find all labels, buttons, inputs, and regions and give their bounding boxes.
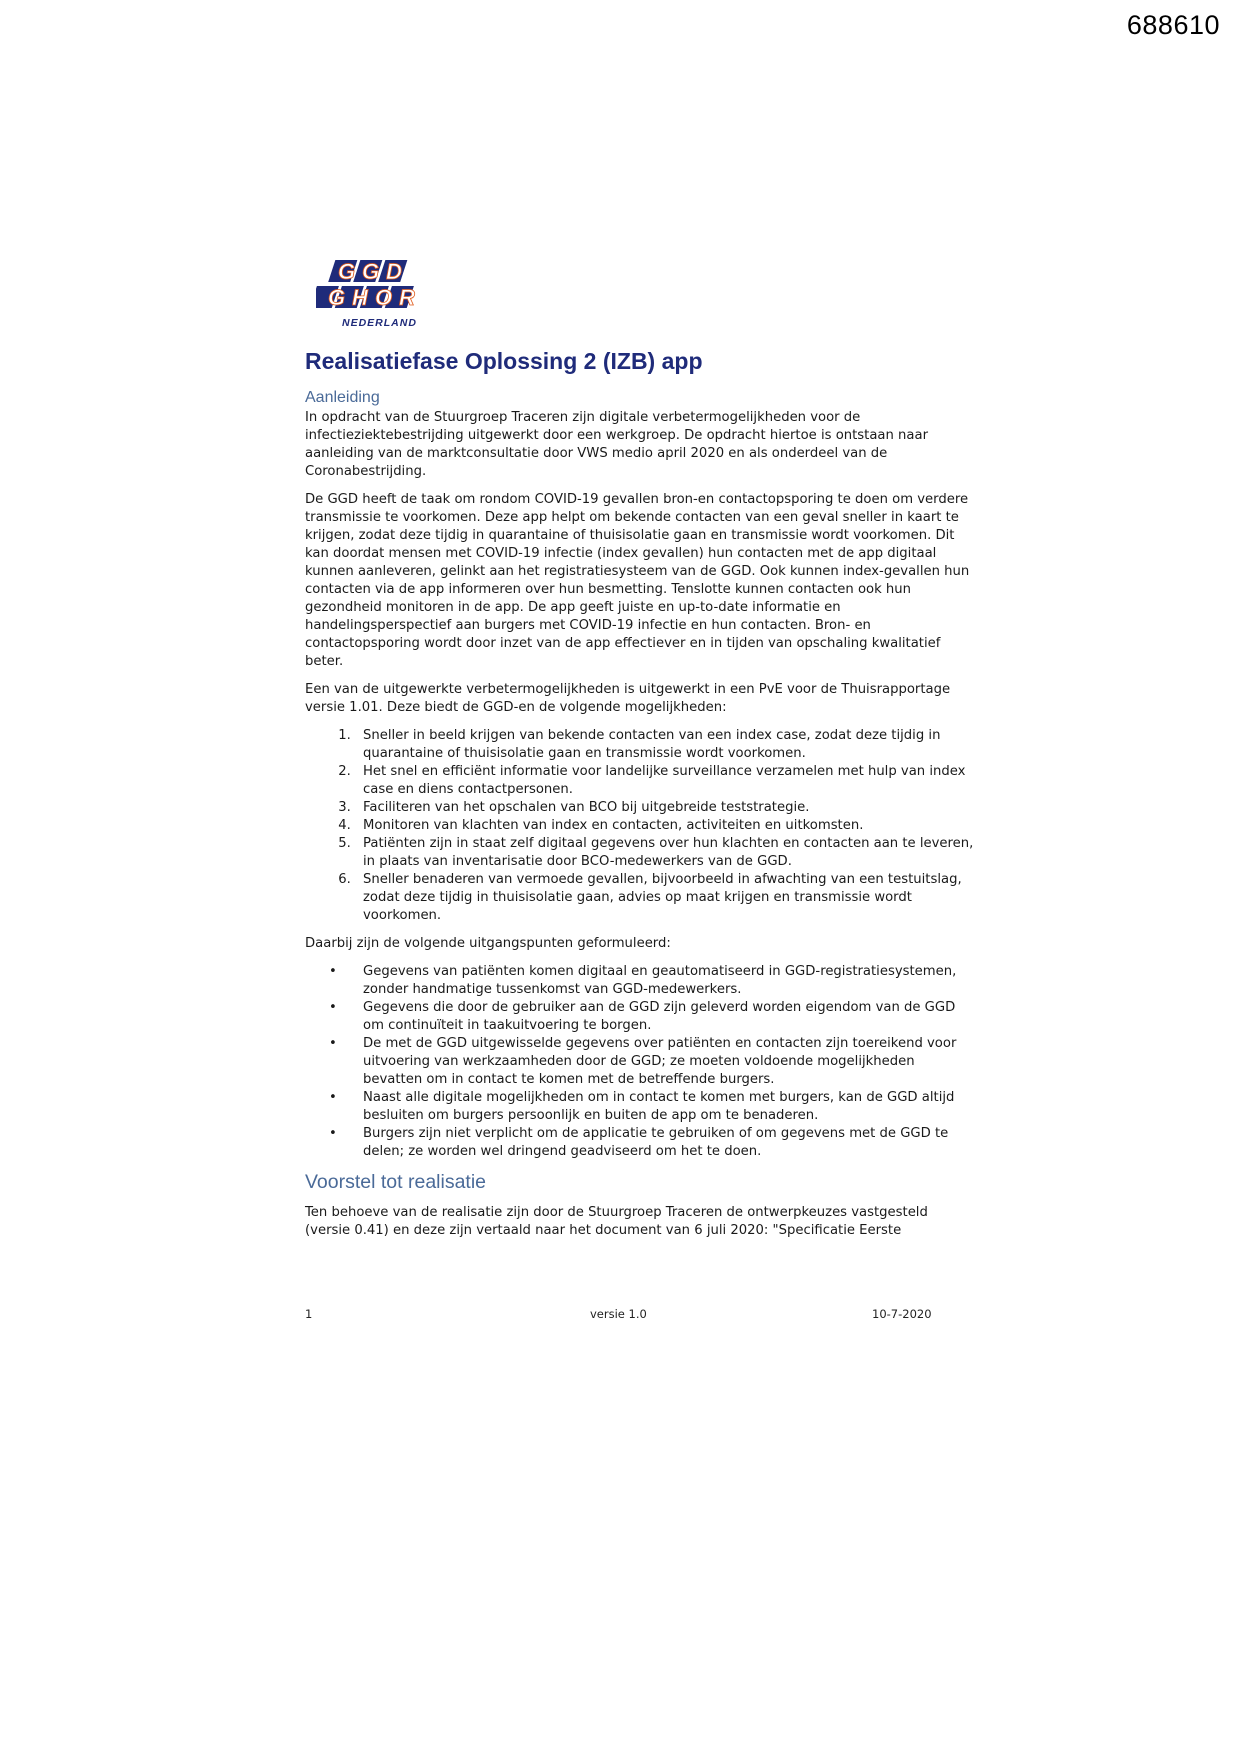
paragraph: De GGD heeft de taak om rondom COVID-19 gevallen bron-en contactopsporing te doen om verdere transmissie te voorkomen. Deze app helpt om bekende contacten van een geval sneller in kaart te krijgen, zodat deze tijdig in quarantaine of thuisisolatie gaan en transmissie wordt voorkomen. Dit kan doordat mensen met COVID-19 infectie (index gevallen) hun contacten met de app digitaal kunnen aanleveren, gelinkt aan het registratiesysteem van de GGD. Ook kunnen index-gevallen hun contacten via de app informeren over hun besmetting. Tenslotte kunnen contacten ook hun gezondheid monitoren in de app. De app geeft juiste en up-to-date informatie en handelingsperspectief aan burgers met COVID-19 infectie en hun contacten. Bron- en contactopsporing wordt door inzet van de app effectiever en in tijden van opschaling kwalitatief beter. [305, 492, 970, 669]
version-label: versie 1.0 [590, 1307, 647, 1321]
document-body [305, 348, 975, 1250]
list-item: 4. Monitoren van klachten van index en contacten, activiteiten en uitkomsten. [355, 817, 975, 835]
document-id: 688610 [1126, 10, 1220, 40]
list-item: 6. Sneller benaderen van vermoede gevallen, bijvoorbeeld in afwachting van een testuitslag, zodat deze tijdig in thuisisolatie gaan, advies op maat krijgen en transmissie wordt voorkomen. [355, 871, 975, 925]
numbered-list [305, 727, 975, 925]
bullet-list [305, 963, 975, 1161]
footer-date: 10-7-2020 [872, 1307, 932, 1321]
svg-text:R: R [399, 285, 415, 310]
list-item: 2. Het snel en efficiënt informatie voor landelijke surveillance verzamelen met hulp van index case en diens contactpersonen. [355, 763, 975, 799]
list-item: 3. Faciliteren van het opschalen van BCO bij uitgebreide teststrategie. [355, 799, 975, 817]
list-item: • Naast alle digitale mogelijkheden om in contact te komen met burgers, kan de GGD altijd besluiten om burgers persoonlijk en buiten de app om te benaderen. [355, 1089, 975, 1125]
page-number: 1 [305, 1307, 313, 1321]
ggd-ghor-logo [316, 258, 446, 332]
svg-text:G: G [328, 285, 346, 310]
paragraph: Een van de uitgewerkte verbetermogelijkheden is uitgewerkt in een PvE voor de Thuisrapportage versie 1.01. Deze biedt de GGD-en de volgende mogelijkheden: [305, 682, 951, 715]
svg-text:D: D [386, 259, 402, 284]
svg-text:O: O [375, 285, 393, 310]
list-item: • De met de GGD uitgewisselde gegevens over patiënten en contacten zijn toereikend voor uitvoering van werkzaamheden door de GGD; ze moeten voldoende mogelijkheden bevatten om in contact te komen met de betreffende burgers. [355, 1035, 975, 1089]
list-item: 5. Patiënten zijn in staat zelf digitaal gegevens over hun klachten en contacten aan te leveren, in plaats van inventarisatie door BCO-medewerkers van de GGD. [355, 835, 975, 871]
paragraph: Daarbij zijn de volgende uitgangspunten geformuleerd: [305, 936, 671, 951]
list-item: • Gegevens die door de gebruiker aan de GGD zijn geleverd worden eigendom van de GGD om continuïteit in taakuitvoering te borgen. [355, 999, 975, 1035]
paragraph: Ten behoeve van de realisatie zijn door de Stuurgroep Traceren de ontwerpkeuzes vastgesteld (versie 0.41) en deze zijn vertaald naar het document van 6 juli 2020: "Specificatie Eerste [305, 1205, 928, 1238]
svg-text:G: G [338, 259, 356, 284]
list-item: • Burgers zijn niet verplicht om de applicatie te gebruiken of om gegevens met de GGD te delen; ze worden wel dringend geadviseerd om het te doen. [355, 1125, 975, 1161]
list-item: 1. Sneller in beeld krijgen van bekende contacten van een index case, zodat deze tijdig in quarantaine of thuisisolatie gaan en transmissie wordt voorkomen. [355, 727, 975, 763]
list-item: • Gegevens van patiënten komen digitaal en geautomatiseerd in GGD-registratiesystemen, zonder handmatige tussenkomst van GGD-medewerkers. [355, 963, 975, 999]
section-heading-aanleiding: Aanleiding [305, 389, 380, 406]
section-heading-voorstel: Voorstel tot realisatie [305, 1171, 487, 1193]
document-title: Realisatiefase Oplossing 2 (IZB) app [305, 348, 703, 374]
svg-text:G: G [362, 259, 380, 284]
paragraph: In opdracht van de Stuurgroep Traceren zijn digitale verbetermogelijkheden voor de infectieziektebestrijding uitgewerkt door een werkgroep. De opdracht hiertoe is ontstaan naar aanleiding van de marktconsultatie door VWS medio april 2020 en als onderdeel van de Coronabestrijding. [305, 410, 928, 479]
logo-wordmark: NEDERLAND [342, 317, 417, 329]
svg-text:H: H [352, 285, 368, 310]
